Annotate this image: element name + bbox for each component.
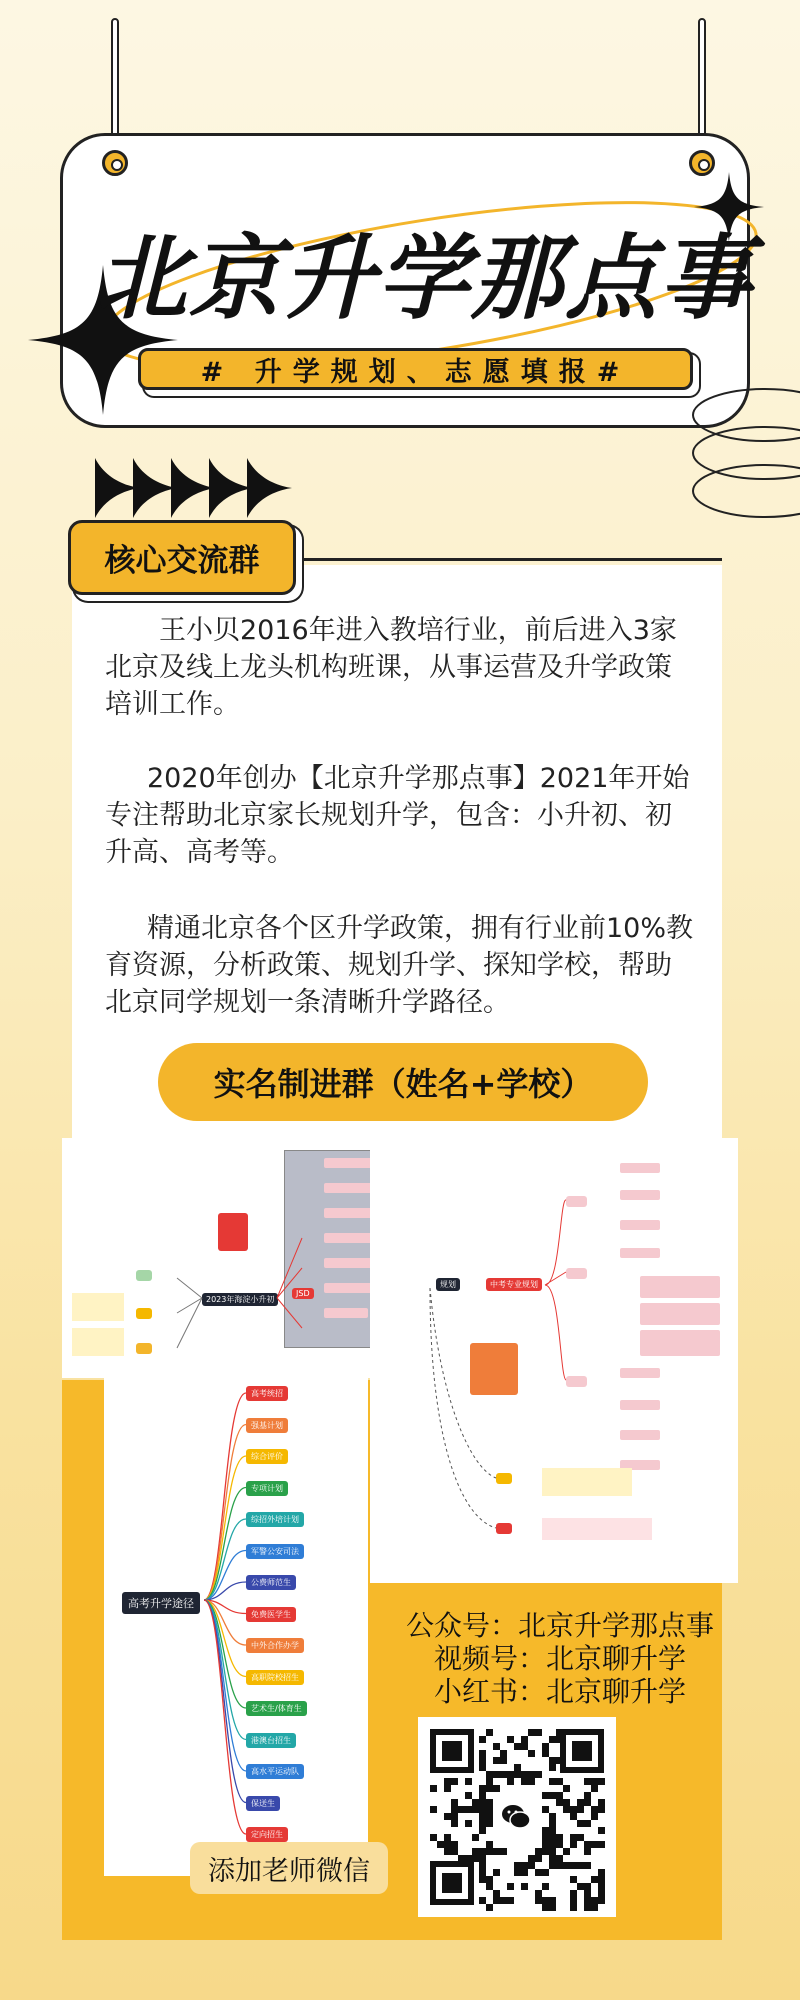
contact-xiaohongshu: 小红书：北京聊升学 [433,1675,686,1708]
mindmap-branch: 定向招生 [246,1827,288,1842]
mindmap-branch: 综招外培计划 [246,1512,304,1527]
mindmap-center-node: 中考专业规划 [486,1278,542,1291]
join-group-button[interactable]: 实名制进群（姓名+学校） [158,1043,648,1121]
divider [296,558,722,561]
mindmap-branch: 强基计划 [246,1418,288,1433]
contact-wechat-official: 公众号：北京升学那点事 [405,1609,714,1642]
mindmap-branch: 高职院校招生 [246,1670,304,1685]
mindmap-branch: 专项计划 [246,1481,288,1496]
mindmap-branch-line [204,1519,246,1600]
intro-paragraph-3: 精通北京各个区升学政策，拥有行业前10%教育资源，分析政策、规划升学、探知学校，帮助北京同学规划一条清晰升学路径。 [105,913,694,1018]
contact-video-channel: 视频号：北京聊升学 [433,1642,686,1675]
intro-paragraph-1: 王小贝2016年进入教培行业，前后进入3家北京及线上龙头机构班课，从事运营及升学政策培训工作。 [105,615,677,720]
page-title: 北京升学那点事 [95,225,754,332]
mindmap-branch-line [204,1600,246,1834]
mindmap-branch: 艺术生/体育生 [246,1701,307,1716]
mindmap-branch: 公费师范生 [246,1575,296,1590]
mindmap-branch: 中外合作办学 [246,1638,304,1653]
mindmap-branch-line [204,1600,246,1677]
mindmap-zhongkao: 规划 中考专业规划 [370,1138,738,1583]
mindmap-branch: 综合评价 [246,1449,288,1464]
mindmap-branch-line [204,1393,246,1600]
rings-decoration [690,385,800,525]
add-teacher-label: 添加老师微信 [190,1842,388,1894]
mindmap-branch-line [204,1600,246,1803]
mindmap-branch: 军警公安司法 [246,1544,304,1559]
mindmap-branch: 港澳台招生 [246,1733,296,1748]
section-label: 核心交流群 [68,520,296,595]
mindmap-xiaoshengchu: 2023年海淀小升初 JSD [62,1138,442,1378]
mindmap-gaokao [104,1378,368,1876]
mindmap-center-node: 2023年海淀小升初 [202,1293,278,1306]
wechat-qr-code[interactable] [418,1717,616,1917]
mindmap-center-node: 高考升学途径 [122,1592,200,1614]
mindmap-branch: 高水平运动队 [246,1764,304,1779]
mindmap-branch: 免费医学生 [246,1607,296,1622]
arrows-decoration [95,458,305,518]
mindmap-branch: 高考统招 [246,1386,288,1401]
intro-paragraph-2: 2020年创办【北京升学那点事】2021年开始专注帮助北京家长规划升学，包含：小升初、初升高、高考等。 [105,763,690,868]
mindmap-branch: 保送生 [246,1796,280,1811]
mindmap-branch-line [204,1600,246,1771]
mindmap-branch-line [204,1456,246,1600]
mindmap-branch-lines [104,1378,368,1876]
wechat-icon [496,1797,536,1837]
subtitle-banner: # 升学规划、志愿填报# [138,348,693,390]
